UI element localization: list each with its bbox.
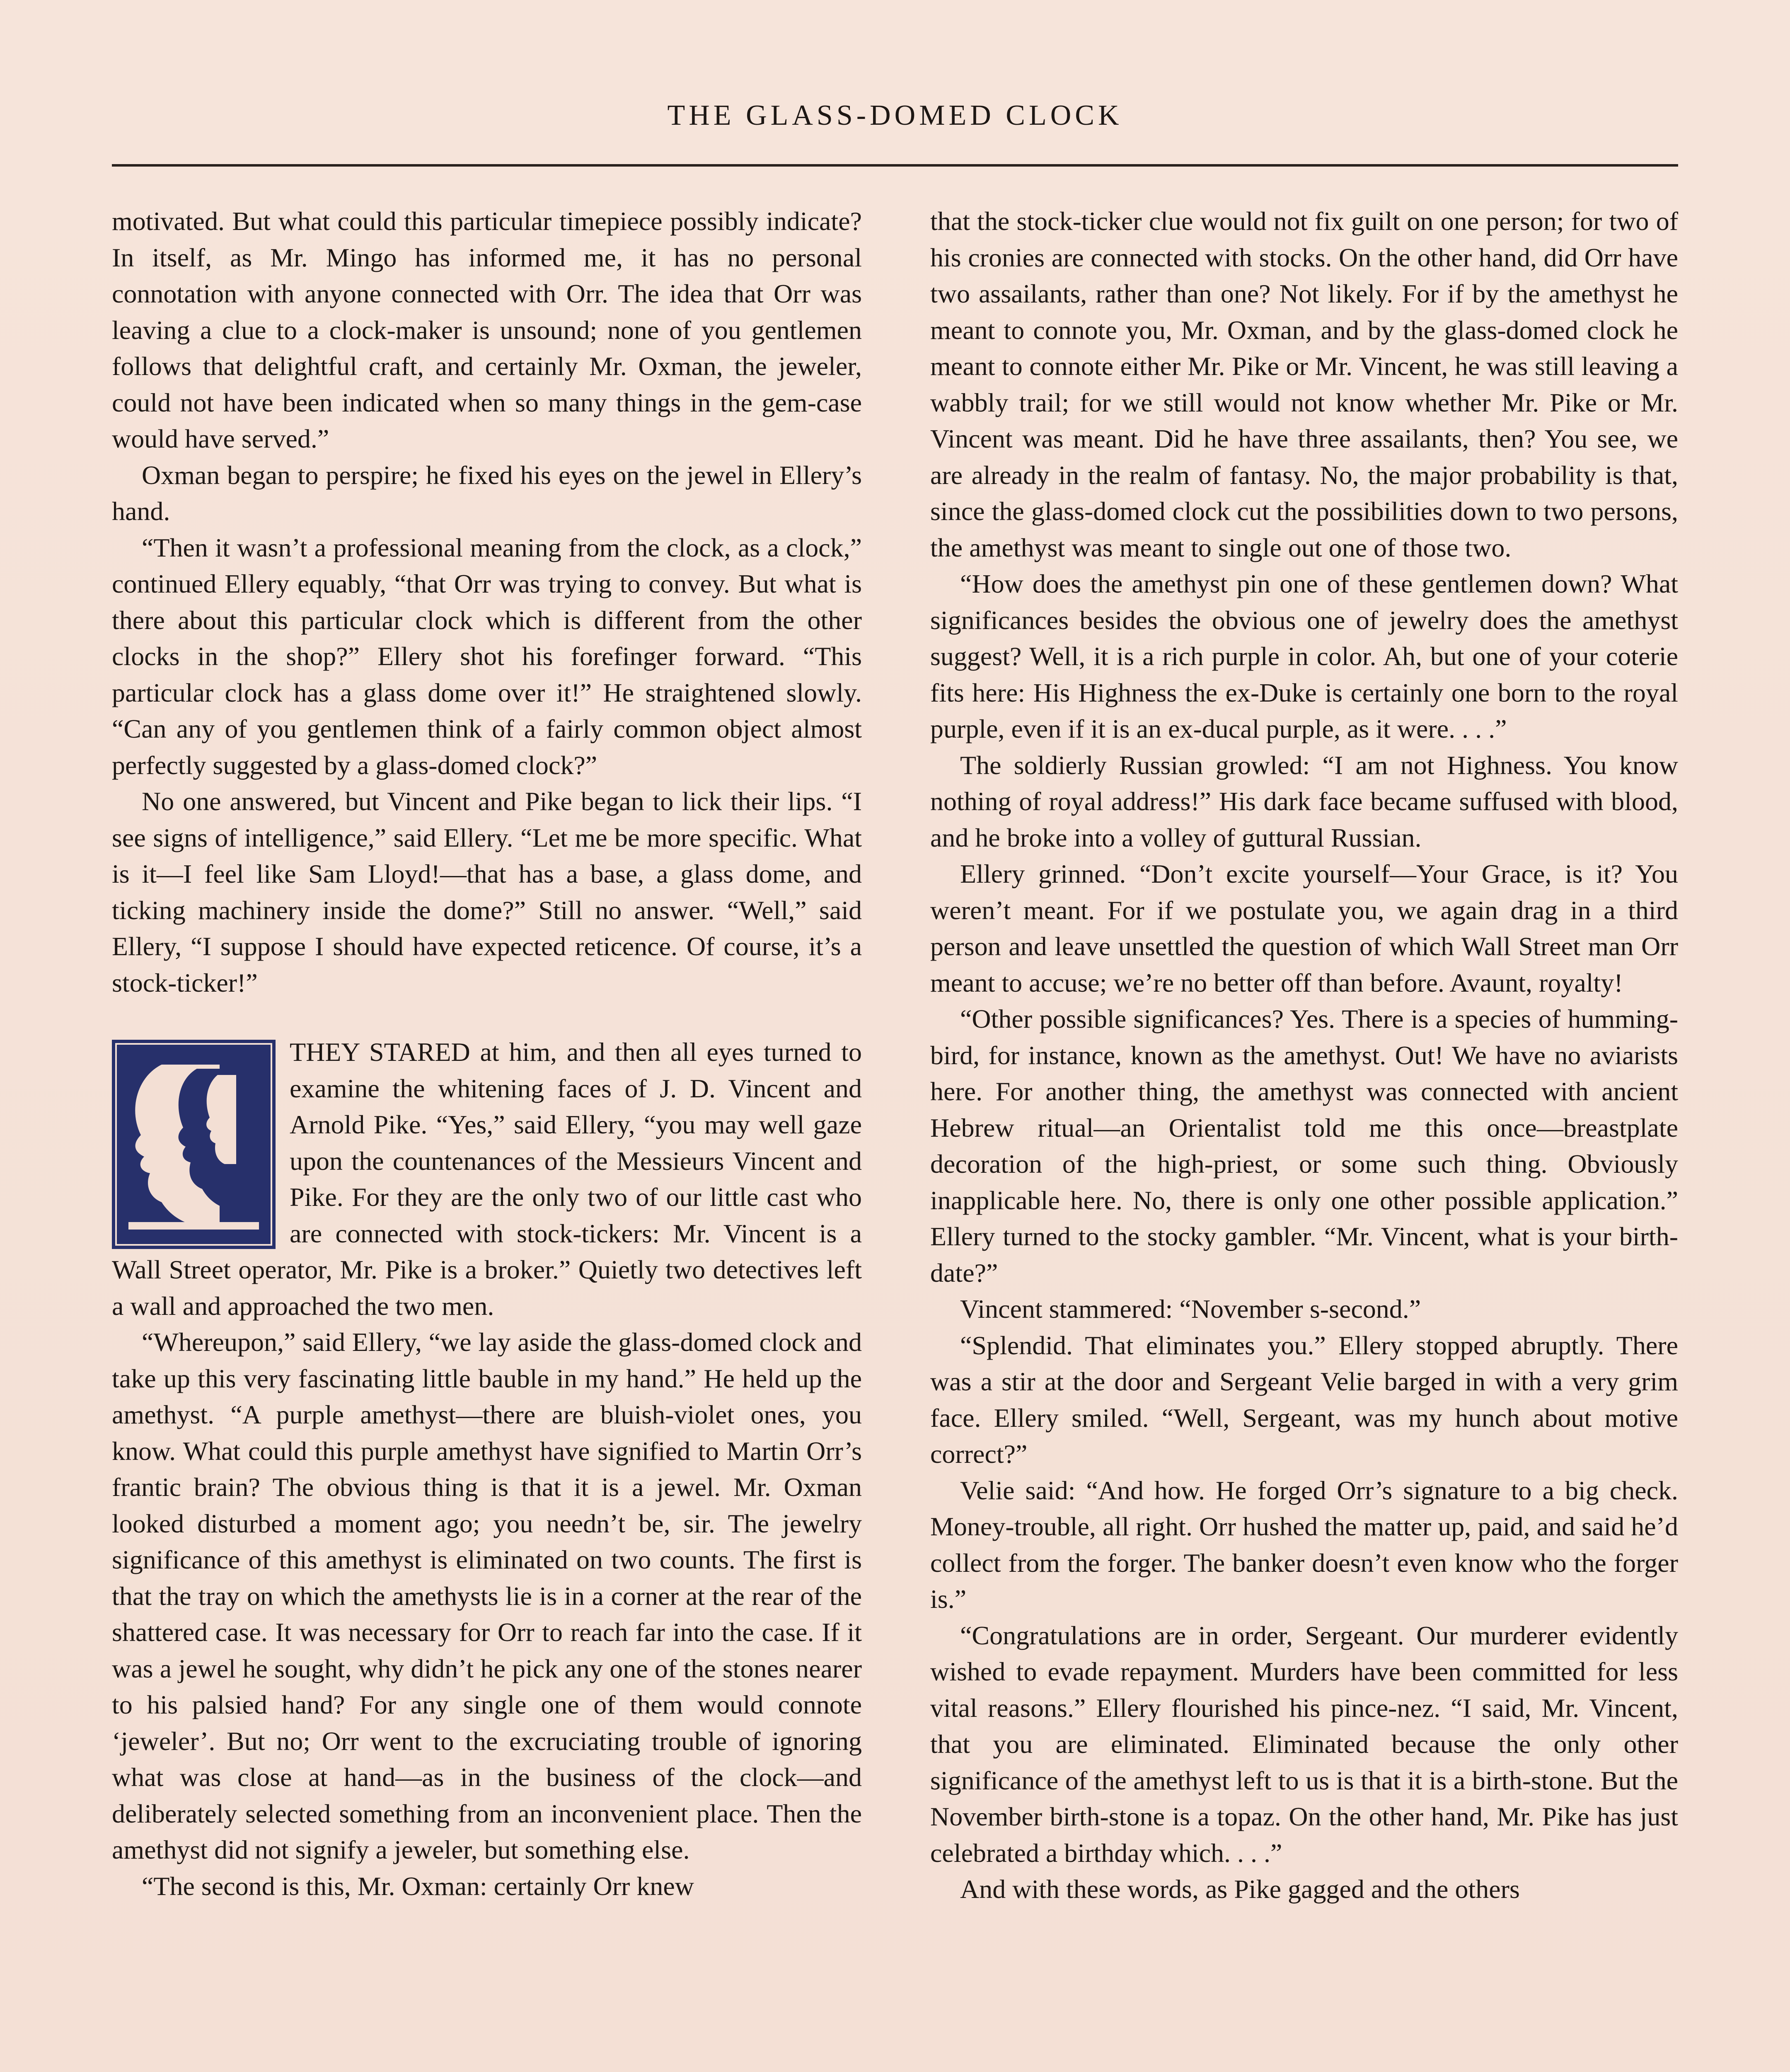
header-rule bbox=[112, 164, 1678, 167]
paragraph: motivated. But what could this particular timepiece possibly indicate? In itself, as Mr. Mingo has informed me, it has no personal connotation with anyone connected with Orr. The idea that Orr was leaving a clue to a clock-maker is unsound; none of you gentlemen follows that delightful craft, and certainly Mr. Oxman, the jeweler, could not have been indicated when so many things in the gem-case would have served.” bbox=[112, 206, 862, 453]
paragraph: No one answered, but Vincent and Pike began to lick their lips. “I see signs of intelligence,” said Ellery. “Let me be more specific. What is it—I feel like Sam Lloyd!—that has a base, a glass dome, and ticking machinery inside the dome?” Still no answer. “Well,” said Ellery, “I suppose I should have expected reticence. Of course, it’s a stock-ticker!” bbox=[112, 787, 862, 997]
paragraph: “The second is this, Mr. Oxman: certainly Orr knew bbox=[142, 1871, 694, 1901]
initial-profile-illustration bbox=[112, 1040, 276, 1249]
paragraph: “Splendid. That eliminates you.” Ellery stopped abruptly. There was a stir at the door and Sergeant Velie barged in with a very grim face. Ellery smiled. “Well, Sergeant, was my hunch about motive correct?” bbox=[930, 1330, 1678, 1469]
paragraph: “How does the amethyst pin one of these gentlemen down? What significances besides the obvious one of jewelry does the amethyst suggest? Well, it is a rich purple in color. Ah, but one of your coterie fits here: His Highness the ex-Duke is certainly one born to the royal purple, even if it is an ex-ducal purple, as it were. . . .” bbox=[930, 569, 1678, 743]
right-column bbox=[930, 203, 1678, 1907]
paragraph: The soldierly Russian growled: “I am not Highness. You know nothing of royal address!” His dark face became suffused with blood, and he broke into a volley of guttural Russian. bbox=[930, 750, 1678, 852]
paragraph: “Then it wasn’t a professional meaning from the clock, as a clock,” continued Ellery equably, “that Orr was trying to convey. But what is there about this particular clock which is different from the other clocks in the shop?” Ellery shot his forefinger forward. “This particular clock has a glass dome over it!” He straightened slowly. “Can any of you gentlemen think of a fairly common object almost perfectly suggested by a glass-domed clock?” bbox=[112, 533, 862, 780]
left-column bbox=[112, 203, 862, 1904]
paragraph: Velie said: “And how. He forged Orr’s signature to a big check. Money-trouble, all right. Orr hushed the matter up, paid, and said he’d collect from the forger. The banker doesn’t even know who the forger is.” bbox=[930, 1475, 1678, 1614]
paragraph: And with these words, as Pike gagged and the others bbox=[960, 1874, 1520, 1904]
paragraph-text: THEY STARED at him, and then all eyes turned to examine the whitening faces of J. D. Vincent and Arnold Pike. “Yes,” said Ellery, “you may well gaze upon the countenances of the Messieurs Vincent and Pike. For they are the only two of our little cast who are connected with stock-tickers: Mr. Vincent is a Wall Street operator, Mr. Pike is a broker.” Quietly two detectives left a wall and approached the two men. bbox=[112, 1037, 862, 1321]
paragraph: Vincent stammered: “November s-second.” bbox=[960, 1294, 1421, 1324]
paragraph: “Whereupon,” said Ellery, “we lay aside the glass-domed clock and take up this very fascinating little bauble in my hand.” He held up the amethyst. “A purple amethyst—there are bluish-violet ones, you know. What could this purple amethyst have signified to Martin Orr’s frantic brain? The obvious thing is that it is a jewel. Mr. Oxman looked disturbed a moment ago; you needn’t be, sir. The jewelry significance of this amethyst is eliminated on two counts. The first is that the tray on which the amethysts lie is in a corner at the rear of the shattered case. It was necessary for Orr to reach far into the case. If it was a jewel he sought, why didn’t he pick any one of the stones nearer to his palsied hand? For any single one of them would connote ‘jeweler’. But no; Orr went to the excruciating trouble of ignoring what was close at hand—as in the business of the clock—and deliberately selected something from an inconvenient place. Then the amethyst did not signify a jeweler, but something else. bbox=[112, 1327, 862, 1864]
paragraph: Oxman began to perspire; he fixed his eyes on the jewel in Ellery’s hand. bbox=[112, 460, 862, 526]
paragraph: Ellery grinned. “Don’t excite yourself—Your Grace, is it? You weren’t meant. For if we postulate you, we again drag in a third person and leave unsettled the question of which Wall Street man Orr meant to accuse; we’re no better off than before. Avaunt, royalty! bbox=[930, 859, 1678, 997]
drop-initial-paragraph bbox=[112, 1034, 862, 1324]
paragraph: that the stock-ticker clue would not fix guilt on one person; for two of his cronies are connected with stocks. On the other hand, did Orr have two assailants, rather than one? Not likely. For if by the amethyst he meant to connote you, Mr. Oxman, and by the glass-domed clock he meant to connote either Mr. Pike or Mr. Vincent, he was still leaving a wabbly trail; for we still would not know whether Mr. Pike or Mr. Vincent was meant. Did he have three assailants, then? You see, we are already in the realm of fantasy. No, the major probability is that, since the glass-domed clock cut the possibilities down to two persons, the amethyst was meant to single out one of those two. bbox=[930, 206, 1678, 562]
paragraph: “Other possible significances? Yes. There is a species of humming-bird, for instance, known as the amethyst. Out! We have no aviarists here. For another thing, the amethyst was connected with ancient Hebrew ritual—an Orientalist told me this once—breastplate decoration of the high-priest, or some such thing. Obviously inapplicable here. No, there is only one other possible application.” Ellery turned to the stocky gambler. “Mr. Vincent, what is your birth-date?” bbox=[930, 1004, 1678, 1288]
paragraph: “Congratulations are in order, Sergeant. Our murderer evidently wished to evade repayment. Murders have been committed for less vital reasons.” Ellery flourished his pince-nez. “I said, Mr. Vincent, that you are eliminated. Eliminated because the only other significance of the amethyst left to us is that it is a birth-stone. But the November birth-stone is a topaz. On the other hand, Mr. Pike has just celebrated a birthday which. . . .” bbox=[930, 1620, 1678, 1868]
running-head: THE GLASS-DOMED CLOCK bbox=[667, 99, 1123, 131]
